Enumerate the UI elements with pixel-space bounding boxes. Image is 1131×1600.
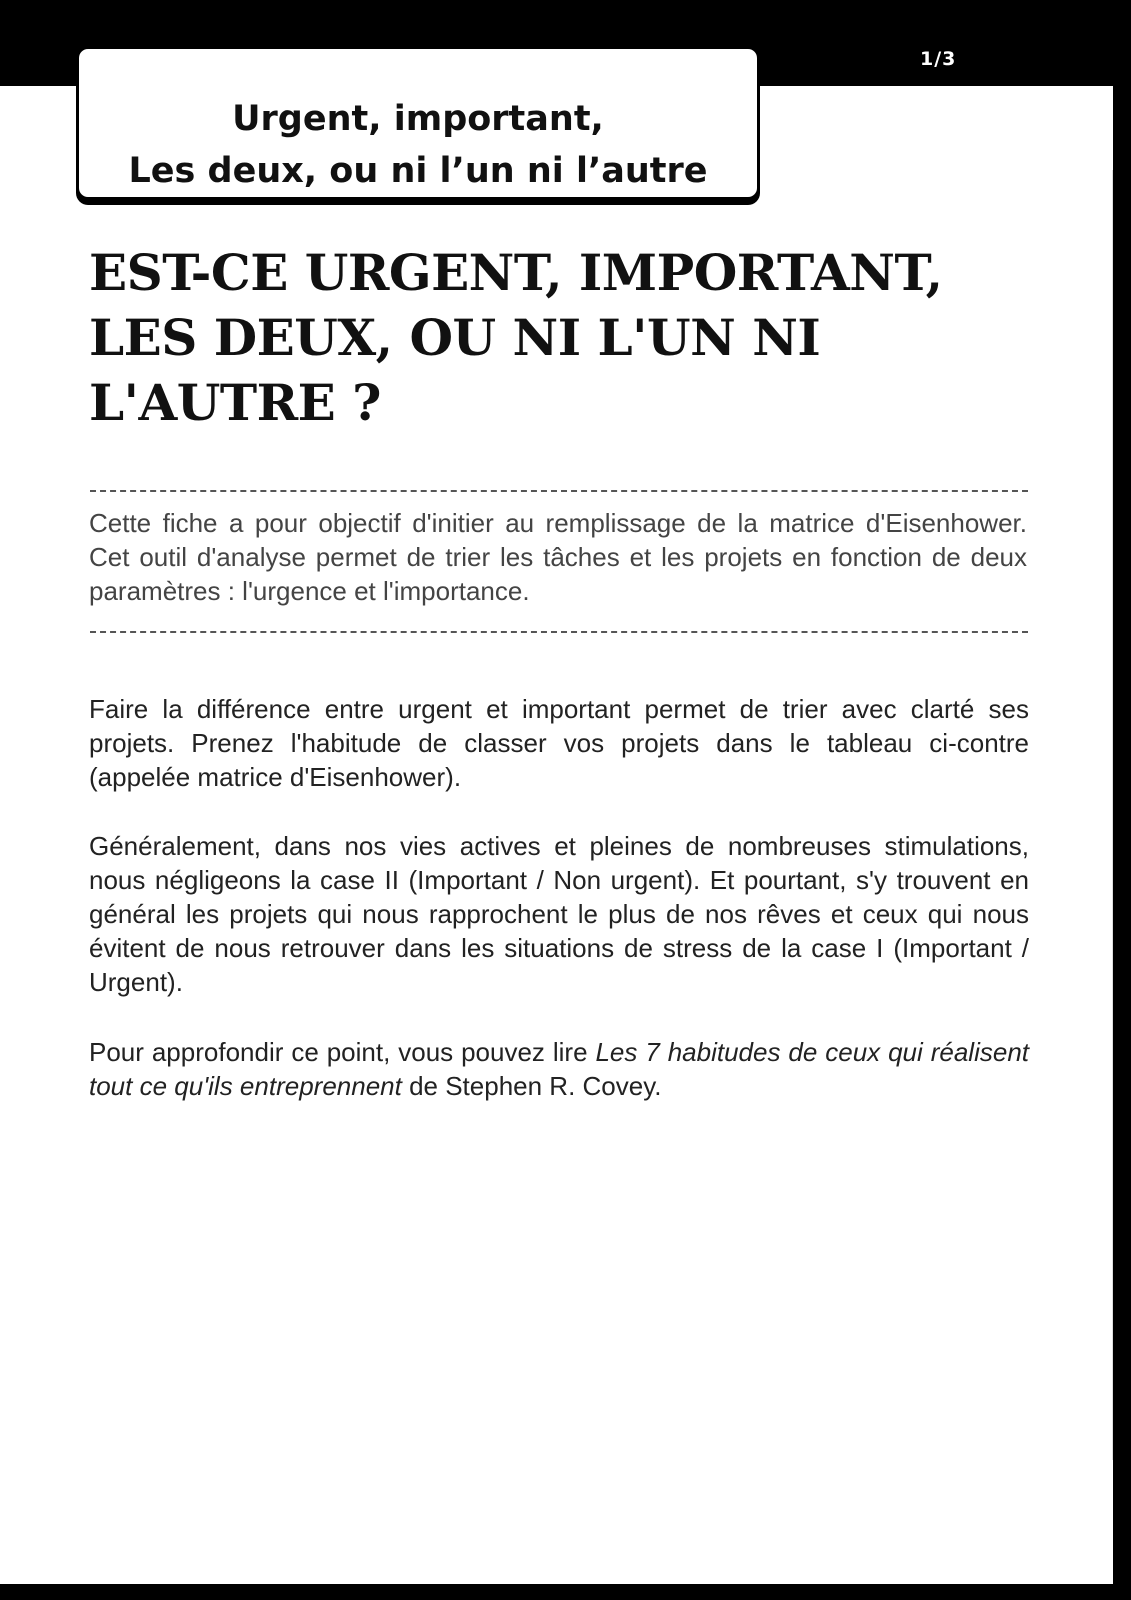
book-title: Les 7 habitudes de ceux qui réalisent tout ce qu'ils entreprennent [89,1037,1030,1101]
page-title [89,240,1049,435]
intro-text: Cette fiche a pour objectif d'initier au remplissage de la matrice d'Eisenhower. Cet outil d'analyse permet de trier les tâches et les projets en fonction de deux paramètres : l'urgence et l'importance. [89,508,1027,606]
page-title-line-3: L'AUTRE ? [89,373,381,432]
page-title-line-1: EST-CE URGENT, IMPORTANT, [89,243,943,302]
page-indicator: 1/3 [920,48,957,70]
paragraph-3-suffix: de Stephen R. Covey. [401,1071,662,1101]
page-title-line-2: LES DEUX, OU NI L'UN NI [89,308,821,367]
right-margin-rule [1112,170,1113,1460]
body-paragraph-3 [89,1035,1029,1103]
paragraph-3-prefix: Pour approfondir ce point, vous pouvez lire [89,1037,596,1067]
title-card-line-2: Les deux, ou ni l’un ni l’autre [128,151,708,191]
right-edge-bar [1113,0,1131,1600]
body-paragraph-2: Généralement, dans nos vies actives et pleines de nombreuses stimulations, nous négligeons la case II (Important / Non urgent). Et pourtant, s'y trouvent en général les projets qui nous rapprochent le plus de nos rêves et ceux qui nous évitent de nous retrouver dans les situations de stress de la case I (Important / Urgent). [89,831,1029,997]
intro-top-divider [90,490,1028,492]
title-card-line-1: Urgent, important, [232,99,604,139]
bottom-bar [0,1584,1131,1600]
body-paragraph-1: Faire la différence entre urgent et important permet de trier avec clarté ses projets. Prenez l'habitude de classer vos projets dans le tableau ci-contre (appelée matrice d'Eisenhower). [89,694,1029,792]
intro-bottom-divider [90,631,1028,633]
title-card [76,46,760,200]
